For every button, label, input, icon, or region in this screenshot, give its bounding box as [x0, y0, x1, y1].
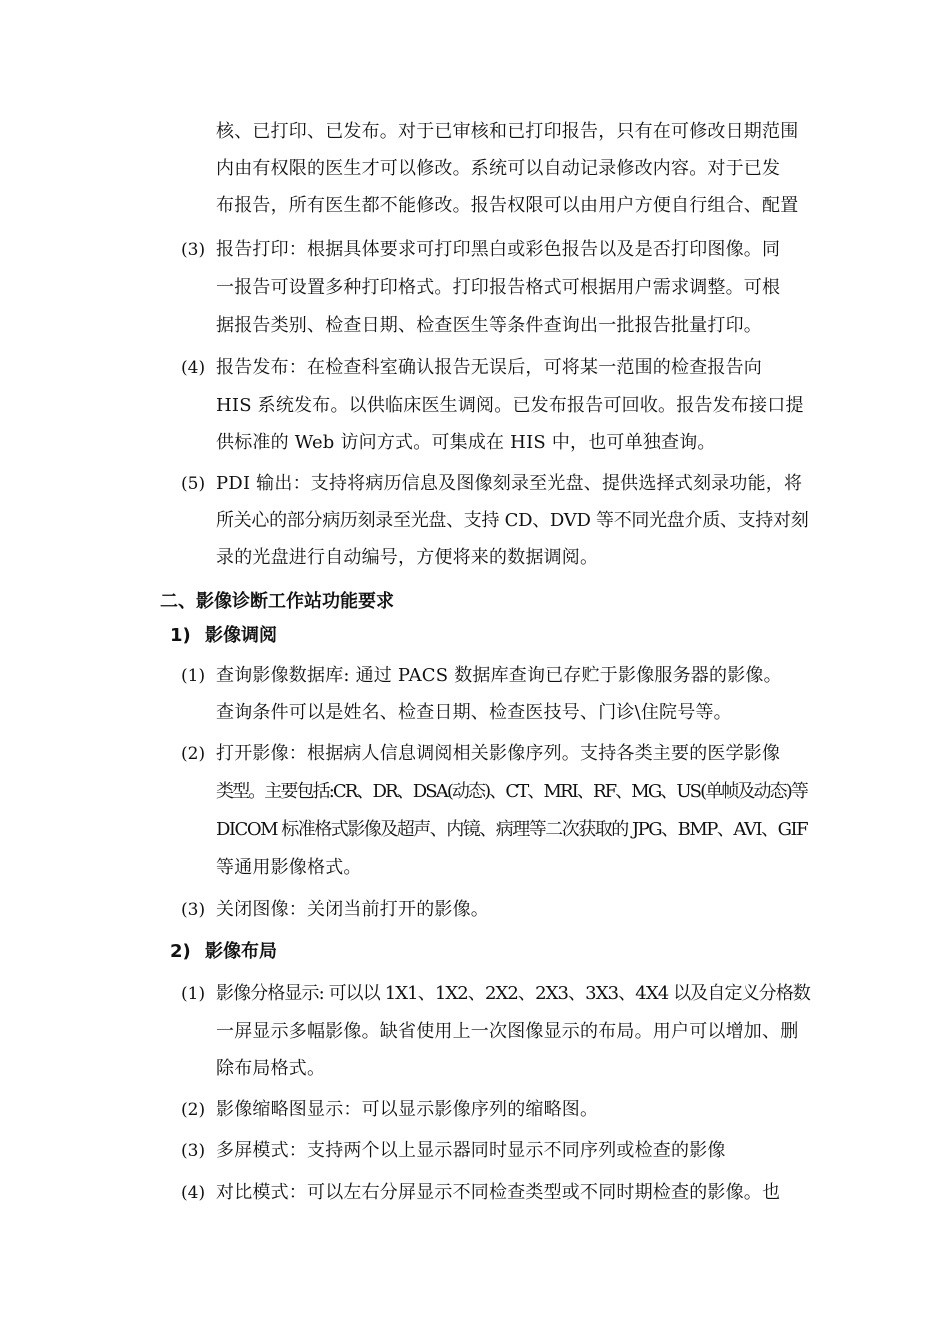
item-number: (4)	[181, 1183, 206, 1203]
paragraph-line: 内由有权限的医生才可以修改。系统可以自动记录修改内容。对于已发	[216, 158, 781, 179]
paragraph-line: 查询条件可以是姓名、检查日期、检查医技号、门诊\住院号等。	[216, 702, 732, 723]
paragraph-line: 报告发布：在检查科室确认报告无误后，可将某一范围的检查报告向	[216, 357, 762, 378]
paragraph-line: 多屏模式：支持两个以上显示器同时显示不同序列或检查的影像	[216, 1140, 726, 1161]
paragraph-line: 影像分格显示: 可以以 1X1、1X2、2X2、2X3、3X3、4X4 以及自定义分格数	[216, 983, 810, 1004]
paragraph-line: 对比模式：可以左右分屏显示不同检查类型或不同时期检查的影像。也	[216, 1182, 781, 1203]
paragraph-line: 除布局格式。	[216, 1058, 326, 1079]
paragraph-line: 一屏显示多幅影像。缺省使用上一次图像显示的布局。用户可以增加、删	[216, 1021, 799, 1042]
paragraph-line: 一报告可设置多种打印格式。打印报告格式可根据用户需求调整。可根	[216, 277, 781, 298]
paragraph-line: 所关心的部分病历刻录至光盘、支持 CD、DVD 等不同光盘介质、支持对刻	[216, 510, 809, 531]
paragraph-line: 布报告，所有医生都不能修改。报告权限可以由用户方便自行组合、配置	[216, 195, 799, 216]
item-number: (1)	[181, 984, 206, 1004]
item-number: (3)	[181, 1141, 206, 1161]
paragraph-line: 关闭图像：关闭当前打开的影像。	[216, 899, 489, 920]
paragraph-line: HIS 系统发布。以供临床医生调阅。已发布报告可回收。报告发布接口提	[216, 395, 804, 416]
item-number: (5)	[181, 474, 206, 494]
paragraph-line: 核、已打印、已发布。对于已审核和已打印报告，只有在可修改日期范围	[216, 121, 799, 142]
paragraph-line: DICOM 标准格式影像及超声、内镜、病理等二次获取的 JPG、BMP、AVI、GIF	[216, 819, 808, 840]
paragraph-line: 录的光盘进行自动编号，方便将来的数据调阅。	[216, 547, 599, 568]
paragraph-line: 影像缩略图显示：可以显示影像序列的缩略图。	[216, 1099, 599, 1120]
paragraph-line: 打开影像：根据病人信息调阅相关影像序列。支持各类主要的医学影像	[216, 743, 781, 764]
subsection-heading: 影像布局	[205, 941, 277, 962]
item-number: (2)	[181, 744, 206, 764]
item-number: (4)	[181, 358, 206, 378]
paragraph-line: 报告打印：根据具体要求可打印黑白或彩色报告以及是否打印图像。同	[216, 239, 781, 260]
item-number: (2)	[181, 1100, 206, 1120]
paragraph-line: PDI 输出：支持将病历信息及图像刻录至光盘、提供选择式刻录功能，将	[216, 473, 803, 494]
paragraph-line: 查询影像数据库: 通过 PACS 数据库查询已存贮于影像服务器的影像。	[216, 665, 782, 686]
paragraph-line: 类型。主要包括:CR、DR、DSA(动态)、CT、MRI、RF、MG、US(单帧及动态)等	[216, 781, 807, 802]
subsection-heading: 影像调阅	[205, 625, 277, 646]
subsection-number: 1)	[170, 625, 191, 646]
paragraph-line: 据报告类别、检查日期、检查医生等条件查询出一批报告批量打印。	[216, 315, 762, 336]
paragraph-line: 供标准的 Web 访问方式。可集成在 HIS 中，也可单独查询。	[216, 432, 716, 453]
subsection-number: 2)	[170, 941, 191, 962]
section-heading: 二、影像诊断工作站功能要求	[160, 591, 394, 612]
item-number: (1)	[181, 666, 206, 686]
item-number: (3)	[181, 240, 206, 260]
paragraph-line: 等通用影像格式。	[216, 857, 362, 878]
item-number: (3)	[181, 900, 206, 920]
